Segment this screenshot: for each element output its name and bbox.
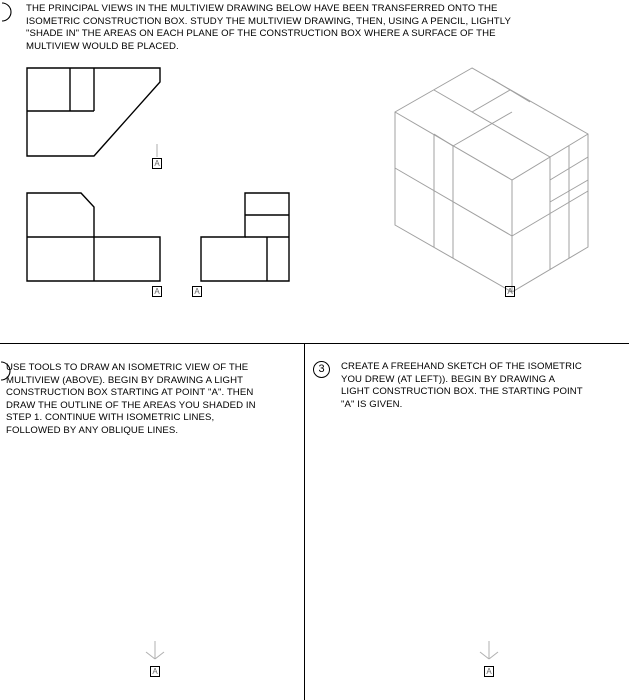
step2-line: MULTIVIEW (ABOVE). BEGIN BY DRAWING A LIGHT — [6, 374, 244, 386]
step2-line: STEP 1. CONTINUE WITH ISOMETRIC LINES, — [6, 412, 215, 424]
step1-number-circle — [2, 3, 11, 21]
step2-instructions — [6, 362, 256, 438]
point-a-label: A — [152, 286, 162, 297]
step3-line: CREATE A FREEHAND SKETCH OF THE ISOMETRIC — [341, 361, 582, 372]
step1-line: "SHADE IN" THE AREAS ON EACH PLANE OF THE CONSTRUCTION BOX WHERE A SURFACE OF THE — [26, 28, 496, 40]
horizontal-divider — [0, 343, 629, 344]
isometric-construction-box — [395, 68, 588, 292]
point-a-label: A — [192, 286, 202, 297]
step1-line: MULTIVIEW WOULD BE PLACED. — [26, 40, 179, 52]
front-view — [27, 193, 160, 281]
step1-line: ISOMETRIC CONSTRUCTION BOX. STUDY THE MULTIVIEW DRAWING, THEN, USING A PENCIL, LIGHTLY — [26, 15, 511, 27]
side-view — [201, 193, 289, 281]
step3-line: LIGHT CONSTRUCTION BOX. THE STARTING POINT — [341, 386, 583, 398]
step2-line: USE TOOLS TO DRAW AN ISOMETRIC VIEW OF THE — [6, 362, 249, 373]
point-a-label: A — [505, 286, 515, 297]
step3-line: "A" IS GIVEN. — [341, 398, 403, 410]
vertical-divider — [304, 344, 305, 700]
start-arrow-left — [146, 641, 164, 659]
step1-line: THE PRINCIPAL VIEWS IN THE MULTIVIEW DRAWING BELOW HAVE BEEN TRANSFERRED ONTO THE — [26, 3, 498, 14]
iso-left-line — [434, 134, 453, 146]
point-a-label: A — [152, 158, 162, 169]
start-arrow-right — [480, 641, 498, 659]
iso-top-line — [472, 90, 510, 112]
point-a-label: A — [150, 666, 160, 677]
step2-line: DRAW THE OUTLINE OF THE AREAS YOU SHADED IN — [6, 399, 256, 411]
step3-line: YOU DREW (AT LEFT)). BEGIN BY DRAWING A — [341, 373, 556, 385]
iso-top-line — [453, 112, 512, 146]
step2-line: CONSTRUCTION BOX STARTING AT POINT "A". THEN — [6, 387, 254, 399]
step2-line: FOLLOWED BY ANY OBLIQUE LINES. — [6, 424, 179, 436]
top-view — [27, 68, 160, 156]
point-a-label: A — [484, 666, 494, 677]
iso-box-edges — [395, 112, 588, 292]
iso-top-line — [492, 79, 530, 102]
step3-instructions — [341, 361, 583, 411]
iso-box-outline — [395, 68, 588, 292]
step3-number: 3 — [313, 361, 330, 378]
